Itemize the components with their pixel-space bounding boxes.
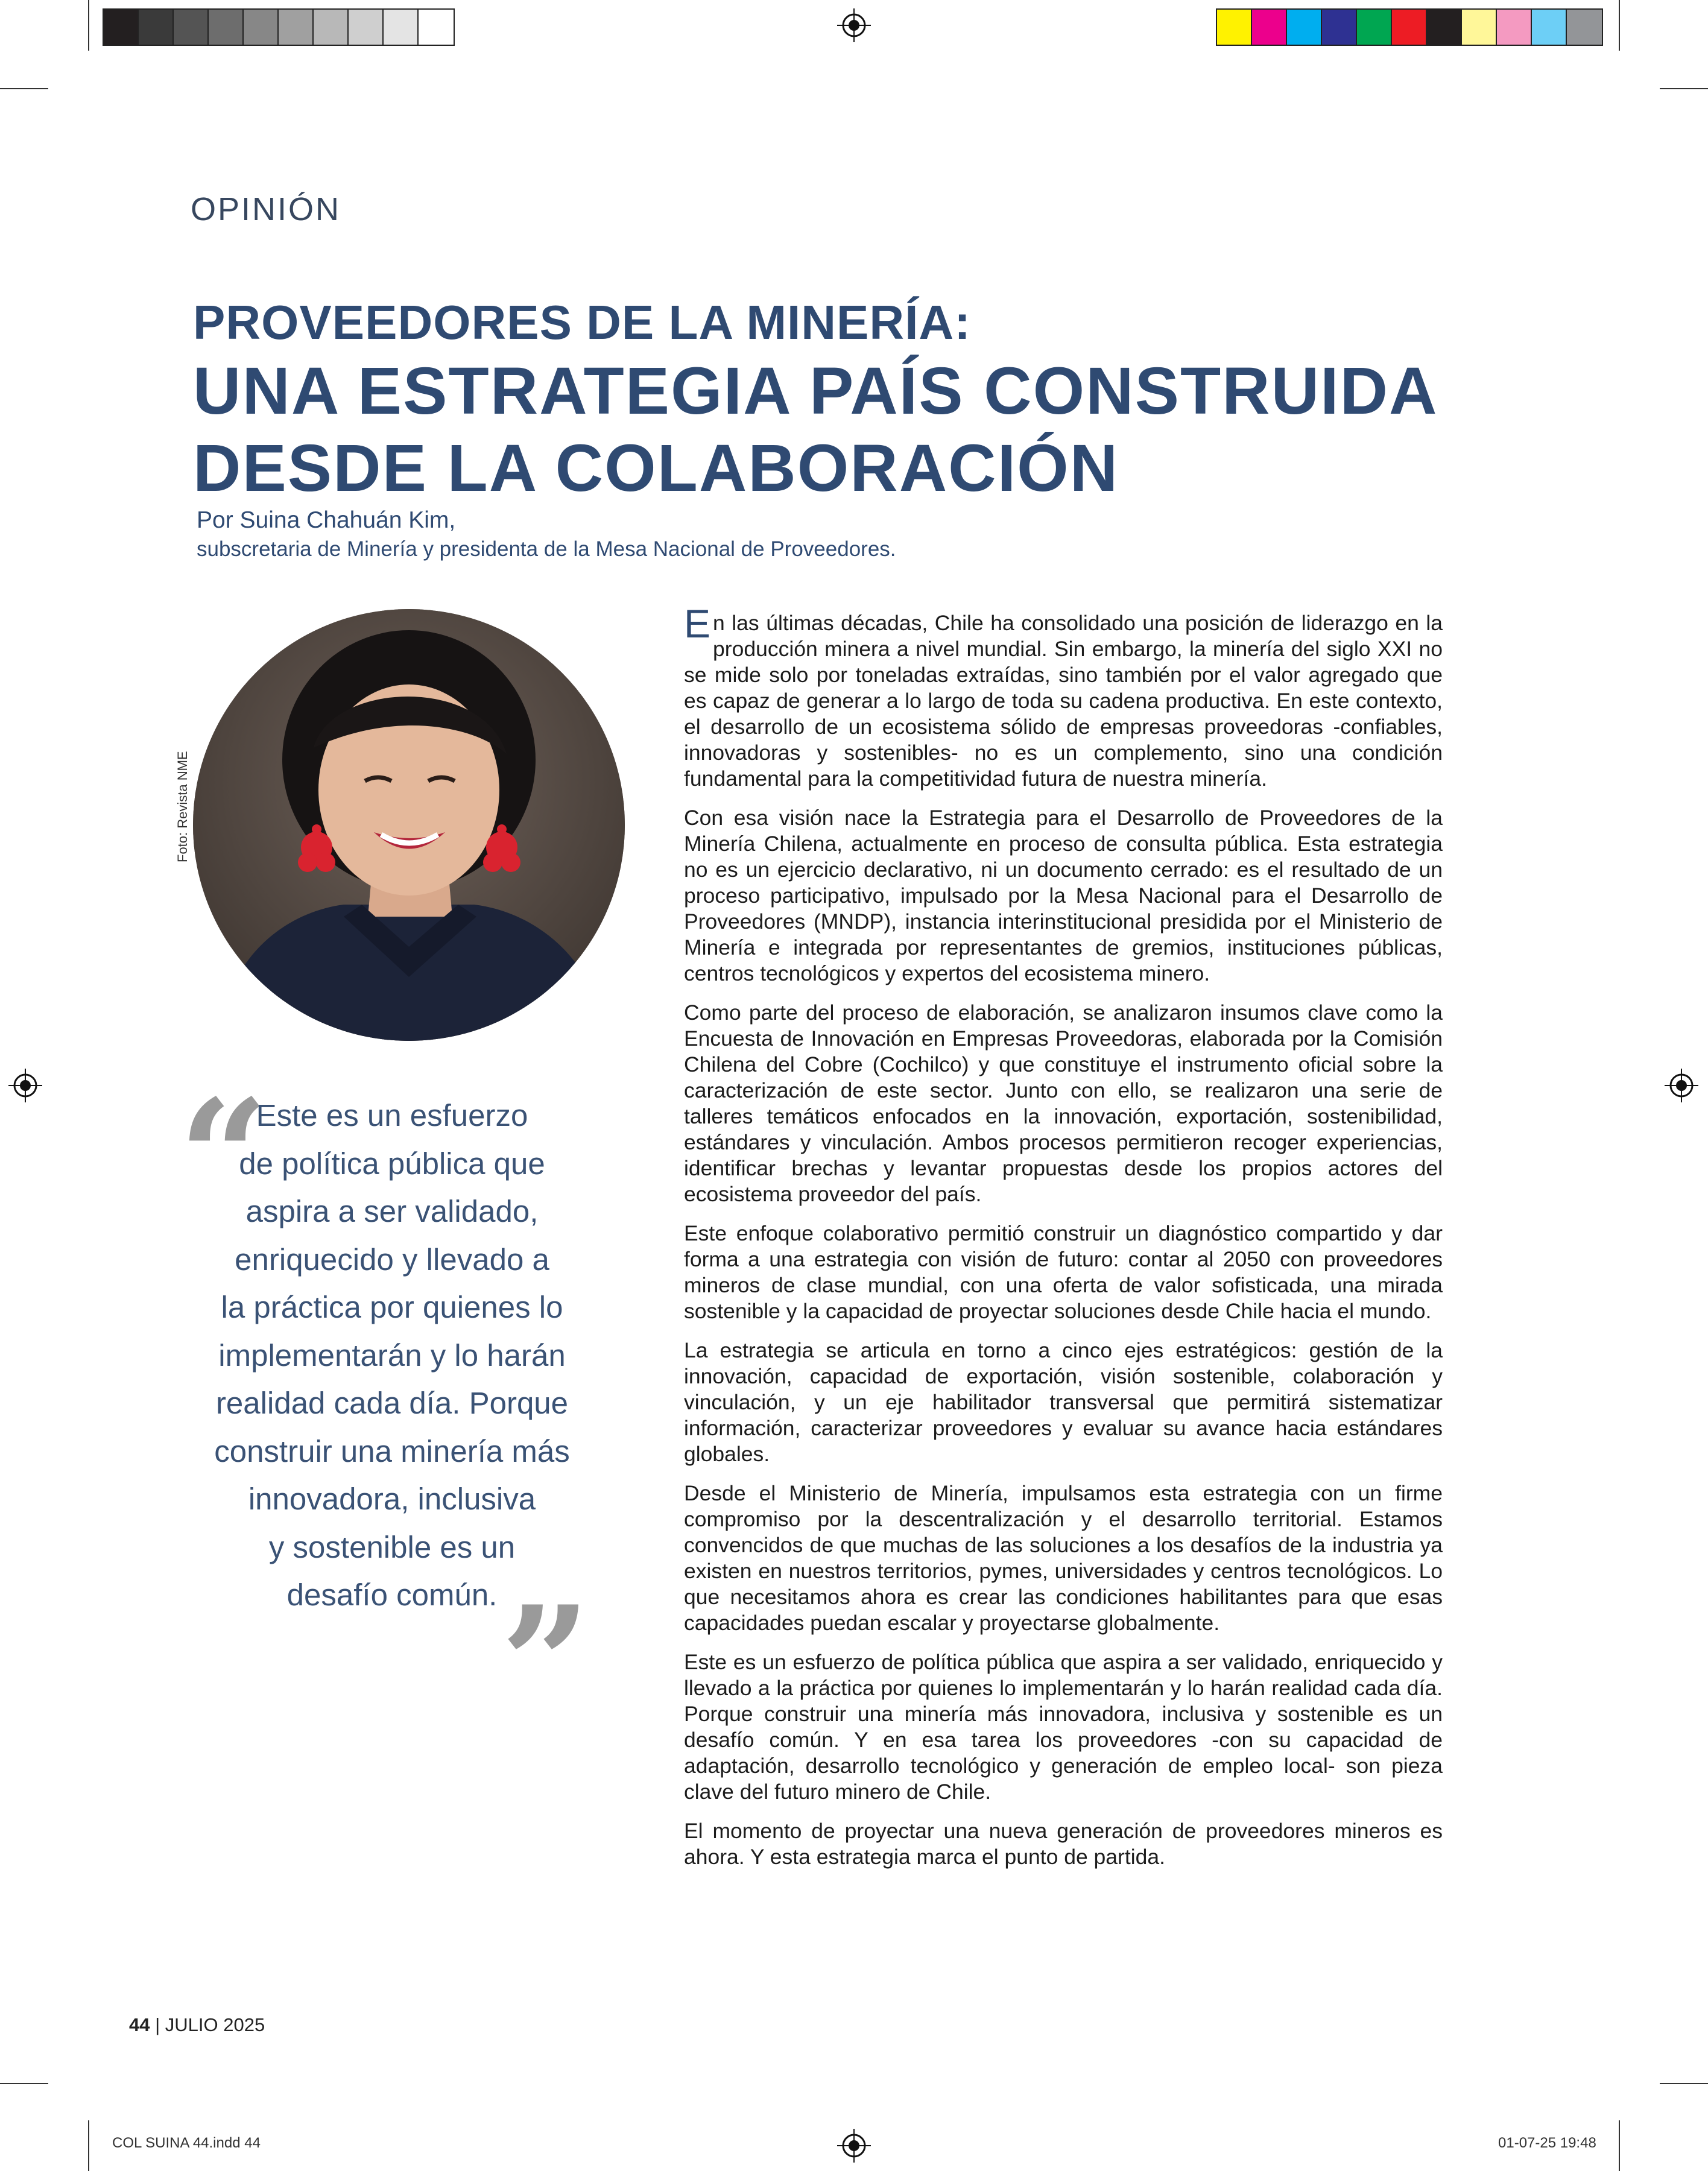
crop-mark	[0, 2083, 48, 2084]
color-swatch	[104, 10, 139, 45]
section-label: OPINIÓN	[191, 191, 341, 227]
gray-calibration-strip	[103, 8, 455, 46]
color-swatch	[279, 10, 314, 45]
file-slug: COL SUINA 44.indd 44	[112, 2135, 261, 2151]
pull-quote-line: realidad cada día. Porque	[215, 1386, 569, 1420]
pull-quote-line: aspira a ser validado,	[245, 1194, 539, 1228]
article-paragraph	[684, 601, 1443, 792]
crop-mark	[1619, 2120, 1620, 2171]
registration-mark-icon	[8, 1069, 42, 1102]
author-portrait-photo	[193, 609, 625, 1041]
photo-credit: Foto: Revista NME	[175, 751, 190, 862]
color-swatch	[1357, 10, 1392, 45]
crop-mark	[1619, 0, 1620, 51]
article-body	[684, 601, 1443, 1883]
author-role: subscretaria de Minería y presidenta de la Mesa Nacional de Proveedores.	[197, 537, 896, 561]
pull-quote	[181, 1092, 603, 1619]
article-paragraph: Este es un esfuerzo de política pública que aspira a ser validado, enriquecido y llevado a la práctica por quienes lo implementarán y lo harán realidad cada día. Porque construir una minería más innovadora, inclusiva y sostenible es un desafío común. Y en esa tarea los proveedores -con su capacidad de adaptación, desarrollo tecnológico y generación de empleo local- son pieza clave del futuro minero de Chile.	[684, 1650, 1443, 1804]
article-paragraph: Como parte del proceso de elaboración, se analizaron insumos clave como la Encuesta de Innovación en Empresas Proveedoras, elaborada por la Comisión Chilena del Cobre (Cochilco) y que constituye el instrumento oficial sobre la caracterización de este sector. Junto con ello, se realizaron una serie de talleres temáticos enfocados en la innovación, exportación, sostenibilidad, estándares y vinculación. Ambos procesos permitieron recoger experiencias, identificar brechas y levantar propuestas desde los propios actores del ecosistema proveedor del país.	[684, 1000, 1443, 1206]
color-swatch	[1532, 10, 1567, 45]
pull-quote-line: de política pública que	[239, 1146, 545, 1181]
byline	[197, 505, 896, 563]
article-paragraph-text: n las últimas décadas, Chile ha consolidado una posición de liderazgo en la producción minera a nivel mundial. Sin embargo, la minería del siglo XXI no se mide solo por toneladas extraídas, sino también por el valor agregado que es capaz de generar a lo largo de toda su cadena productiva. En este contexto, el desarrollo de un ecosistema sólido de empresas proveedoras -confiables, innovadoras y sostenibles- no es un complemento, sino una condición fundamental para la competitividad futura de nuestra minería.	[684, 611, 1443, 791]
color-swatch	[244, 10, 279, 45]
color-swatch	[1392, 10, 1427, 45]
registration-mark-icon	[837, 8, 871, 42]
color-swatch	[1217, 10, 1252, 45]
pull-quote-line: enriquecido y llevado a	[235, 1242, 549, 1277]
headline-kicker: PROVEEDORES DE LA MINERÍA:	[193, 295, 971, 349]
color-calibration-strip	[1216, 8, 1603, 46]
article-paragraph: Con esa visión nace la Estrategia para el Desarrollo de Proveedores de la Minería Chilena, actualmente en proceso de consulta pública. Esta estrategia no es un ejercicio declarativo, ni un documento cerrado: es el resultado de un proceso participativo, impulsado por la Mesa Nacional para el Desarrollo de Proveedores (MNDP), instancia interinstitucional presidida por el Ministerio de Minería e integrada por representantes de gremios, instituciones públicas, centros tecnológicos y expertos del ecosistema minero.	[684, 806, 1443, 985]
print-timestamp: 01-07-25 19:48	[1498, 2135, 1596, 2151]
open-quote-icon: “	[179, 1066, 269, 1250]
page-number: 44	[129, 2014, 150, 2035]
crop-mark	[88, 0, 89, 51]
close-quote-icon: ”	[501, 1572, 591, 1756]
registration-mark-icon	[1665, 1069, 1698, 1102]
article-paragraph: La estrategia se articula en torno a cinco ejes estratégicos: gestión de la innovación, capacidad de exportación, visión sostenible, colaboración y vinculación, y un eje habilitador transversal que permitirá sistematizar información, caracterizar proveedores y evaluar su avance hacia estándares globales.	[684, 1338, 1443, 1466]
crop-mark	[1660, 2083, 1708, 2084]
pull-quote-line: la práctica por quienes lo	[221, 1290, 563, 1324]
color-swatch	[1462, 10, 1497, 45]
pull-quote-line: innovadora, inclusiva	[248, 1482, 536, 1516]
color-swatch	[384, 10, 419, 45]
color-swatch	[1322, 10, 1357, 45]
color-swatch	[174, 10, 209, 45]
color-swatch	[314, 10, 349, 45]
issue-date: | JULIO 2025	[155, 2014, 265, 2035]
article-paragraph: Desde el Ministerio de Minería, impulsamos esta estrategia con un firme compromiso por la descentralización y el desarrollo territorial. Estamos convencidos de que muchas de las soluciones a los desafíos de la industria ya existen en nuestros territorios, pymes, universidades y centros tecnológicos. Lo que necesitamos ahora es crear las condiciones habilitantes para que esas capacidades puedan escalar y proyectarse globalmente.	[684, 1481, 1443, 1635]
dropcap: E	[684, 601, 711, 646]
author-name: Por Suina Chahuán Kim,	[197, 507, 456, 533]
article-paragraph: Este enfoque colaborativo permitió construir un diagnóstico compartido y dar forma a una estrategia con visión de futuro: contar al 2050 con proveedores mineros de clase mundial, con una oferta de valor sofisticada, una mirada sostenible y la capacidad de proyectar soluciones desde Chile hacia el mundo.	[684, 1221, 1443, 1323]
pull-quote-line: implementarán y lo harán	[218, 1338, 566, 1373]
crop-mark	[88, 2120, 89, 2171]
color-swatch	[349, 10, 384, 45]
crop-mark	[0, 88, 48, 89]
color-swatch	[209, 10, 244, 45]
page-folio	[129, 2014, 265, 2036]
pull-quote-line: construir una minería más	[214, 1433, 570, 1468]
pull-quote-line: desafío común.	[286, 1578, 498, 1612]
article-paragraph: El momento de proyectar una nueva generación de proveedores mineros es ahora. Y esta estrategia marca el punto de partida.	[684, 1819, 1443, 1869]
color-swatch	[139, 10, 174, 45]
color-swatch	[1567, 10, 1602, 45]
color-swatch	[1252, 10, 1287, 45]
color-swatch	[1497, 10, 1532, 45]
color-swatch	[419, 10, 454, 45]
color-swatch	[1427, 10, 1462, 45]
headline-main-line-1: UNA ESTRATEGIA PAÍS CONSTRUIDA	[193, 354, 1438, 428]
headline	[193, 292, 1460, 507]
portrait-illustration	[193, 609, 625, 1041]
crop-mark	[1660, 88, 1708, 89]
headline-main-line-2: DESDE LA COLABORACIÓN	[193, 431, 1119, 505]
pull-quote-line: y sostenible es un	[268, 1529, 516, 1564]
color-swatch	[1287, 10, 1322, 45]
pull-quote-line: Este es un esfuerzo	[256, 1098, 528, 1133]
registration-mark-icon	[837, 2129, 871, 2163]
